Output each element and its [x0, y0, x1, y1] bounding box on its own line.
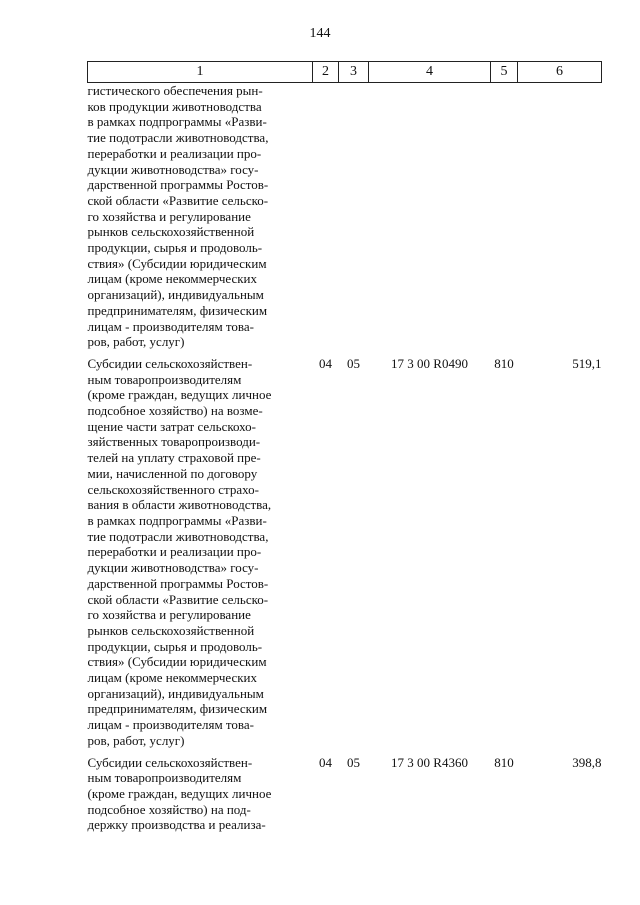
- description-line: в рамках подпрограммы «Разви-: [87, 114, 267, 130]
- description-line: подсобное хозяйство) на под-: [87, 801, 251, 817]
- description-line: тие подотрасли животноводства,: [87, 130, 269, 146]
- table-header: [88, 62, 602, 83]
- description-line: ков продукции животноводства: [87, 98, 262, 114]
- description-line: переработки и реализации про-: [87, 145, 262, 161]
- header-col-4: 4: [369, 62, 491, 83]
- description-line: ров, работ, услуг): [87, 334, 185, 350]
- description-line: переработки и реализации про-: [87, 544, 262, 560]
- description-line: лицам (кроме некоммерческих: [87, 670, 258, 686]
- table-row: [88, 83, 602, 350]
- description-line: вания в области животноводства,: [87, 497, 272, 513]
- description-line: щение части затрат сельскохо-: [87, 418, 257, 434]
- cell-amount: [518, 83, 602, 350]
- description-line: в рамках подпрограммы «Разви-: [87, 512, 267, 528]
- description-line: предпринимателям, физическим: [87, 701, 268, 717]
- table-row: [88, 350, 602, 749]
- row-description: [88, 83, 313, 350]
- cell-target-code: 17 3 00 R0490: [391, 355, 468, 371]
- cell-section: 04: [319, 355, 332, 371]
- description-line: держку производства и реализа-: [87, 817, 266, 833]
- description-line: гистического обеспечения рын-: [87, 83, 263, 98]
- header-col-1: 1: [88, 62, 313, 83]
- description-line: дукции животноводства» госу-: [87, 560, 259, 576]
- header-col-6: 6: [518, 62, 602, 83]
- description-line: ской области «Развитие сельско-: [87, 591, 269, 607]
- description-line: (кроме граждан, ведущих личное: [87, 387, 272, 403]
- description-line: ствия» (Субсидии юридическим: [87, 255, 267, 271]
- description-line: мии, начисленной по договору: [87, 465, 258, 481]
- description-line: предпринимателям, физическим: [87, 302, 268, 318]
- description-line: дарственной программы Ростов-: [87, 575, 269, 591]
- cell-amount: 519,1: [572, 355, 602, 371]
- description-line: ров, работ, услуг): [87, 732, 185, 748]
- description-line: ным товаропроизводителям: [87, 770, 242, 786]
- description-line: продукции, сырья и продоволь-: [87, 638, 263, 654]
- cell-subsection: 05: [347, 355, 360, 371]
- cell-target-code: 17 3 00 R4360: [391, 754, 468, 770]
- description-line: ской области «Развитие сельско-: [87, 192, 269, 208]
- cell-subsection: 05: [347, 754, 360, 770]
- cell-expense-type: 810: [494, 355, 514, 371]
- page-number: 144: [309, 26, 331, 41]
- header-col-2: 2: [313, 62, 339, 83]
- description-line: ным товаропроизводителям: [87, 371, 242, 387]
- cell-expense-type: 810: [494, 754, 514, 770]
- row-description: [88, 749, 313, 834]
- description-line: зяйственных товаропроизводи-: [87, 434, 261, 450]
- cell-target-code: [369, 83, 491, 350]
- description-line: продукции, сырья и продоволь-: [87, 240, 263, 256]
- description-line: организаций), индивидуальным: [87, 287, 264, 303]
- cell-amount: 398,8: [572, 754, 602, 770]
- header-col-3: 3: [339, 62, 369, 83]
- table-row: [88, 749, 602, 834]
- description-line: рынков сельскохозяйственной: [87, 224, 255, 240]
- description-line: подсобное хозяйство) на возме-: [87, 403, 263, 419]
- description-line: (кроме граждан, ведущих личное: [87, 785, 272, 801]
- description-line: го хозяйства и регулирование: [87, 208, 251, 224]
- description-line: лицам (кроме некоммерческих: [87, 271, 258, 287]
- cell-section: 04: [319, 754, 332, 770]
- cell-section: [313, 83, 339, 350]
- description-line: Субсидии сельскохозяйствен-: [87, 355, 253, 371]
- header-row: [88, 62, 602, 83]
- description-line: ствия» (Субсидии юридическим: [87, 654, 267, 670]
- description-line: рынков сельскохозяйственной: [87, 622, 255, 638]
- description-line: сельскохозяйственного страхо-: [87, 481, 259, 497]
- description-line: телей на уплату страховой пре-: [87, 450, 261, 466]
- cell-subsection: [339, 83, 369, 350]
- description-line: лицам - производителям това-: [87, 318, 254, 334]
- header-col-5: 5: [491, 62, 518, 83]
- description-line: организаций), индивидуальным: [87, 685, 264, 701]
- row-description: [88, 350, 313, 749]
- description-line: тие подотрасли животноводства,: [87, 528, 269, 544]
- cell-expense-type: [491, 83, 518, 350]
- description-line: го хозяйства и регулирование: [87, 607, 251, 623]
- budget-table: [87, 61, 602, 833]
- description-line: лицам - производителям това-: [87, 717, 254, 733]
- description-line: дукции животноводства» госу-: [87, 161, 259, 177]
- description-line: Субсидии сельскохозяйствен-: [87, 754, 253, 770]
- description-line: дарственной программы Ростов-: [87, 177, 269, 193]
